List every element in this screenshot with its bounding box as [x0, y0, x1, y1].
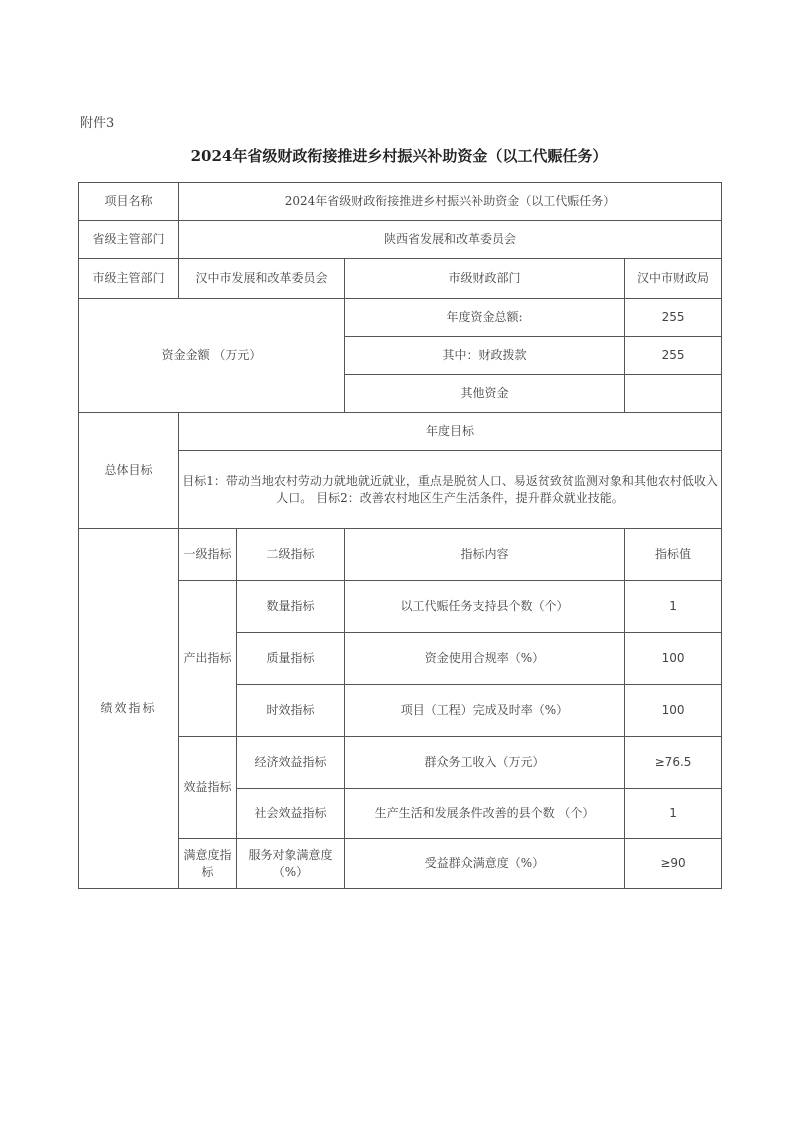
level2-header: 二级指标 — [237, 529, 345, 581]
level2-cell: 数量指标 — [237, 581, 345, 633]
page-title: 2024年省级财政衔接推进乡村振兴补助资金（以工代赈任务） — [190, 147, 608, 165]
annual-goal-label: 年度目标 — [179, 413, 722, 451]
content-cell: 群众务工收入（万元） — [345, 737, 625, 789]
other-funds-value — [625, 375, 722, 413]
content-cell: 生产生活和发展条件改善的县个数 （个） — [345, 789, 625, 839]
attachment-label: 附件3 — [80, 116, 115, 131]
table-row — [79, 221, 722, 259]
table-row — [79, 183, 722, 221]
funds-label: 资金金额 （万元） — [79, 299, 345, 413]
project-name-label: 项目名称 — [79, 183, 179, 221]
content-cell: 资金使用合规率（%） — [345, 633, 625, 685]
output-indicators-label: 产出指标 — [179, 581, 237, 737]
overall-goal-label: 总体目标 — [79, 413, 179, 529]
fiscal-allocation-value: 255 — [625, 337, 722, 375]
performance-target-table — [78, 182, 722, 889]
city-finance-label: 市级财政部门 — [345, 259, 625, 299]
city-dept-label: 市级主管部门 — [79, 259, 179, 299]
city-finance-value: 汉中市财政局 — [625, 259, 722, 299]
city-dept-value: 汉中市发展和改革委员会 — [179, 259, 345, 299]
value-cell: 100 — [625, 633, 722, 685]
performance-indicators-label: 绩效指标 — [79, 529, 179, 889]
other-funds-label: 其他资金 — [345, 375, 625, 413]
annual-total-value: 255 — [625, 299, 722, 337]
provincial-dept-value: 陕西省发展和改革委员会 — [179, 221, 722, 259]
level1-header: 一级指标 — [179, 529, 237, 581]
table-row — [79, 259, 722, 299]
value-cell: ≥76.5 — [625, 737, 722, 789]
value-header: 指标值 — [625, 529, 722, 581]
fiscal-allocation-label: 其中：财政拨款 — [345, 337, 625, 375]
content-cell: 以工代赈任务支持县个数（个） — [345, 581, 625, 633]
value-cell: 1 — [625, 581, 722, 633]
content-cell: 项目（工程）完成及时率（%） — [345, 685, 625, 737]
level2-cell: 经济效益指标 — [237, 737, 345, 789]
annual-goal-text: 目标1：带动当地农村劳动力就地就近就业，重点是脱贫人口、易返贫致贫监测对象和其他农村低收入人口。 目标2：改善农村地区生产生活条件，提升群众就业技能。 — [179, 451, 722, 529]
value-cell: ≥90 — [625, 839, 722, 889]
table-row — [79, 529, 722, 581]
level2-cell: 质量指标 — [237, 633, 345, 685]
level2-cell: 社会效益指标 — [237, 789, 345, 839]
value-cell: 100 — [625, 685, 722, 737]
provincial-dept-label: 省级主管部门 — [79, 221, 179, 259]
annual-total-label: 年度资金总额: — [345, 299, 625, 337]
value-cell: 1 — [625, 789, 722, 839]
satisfaction-indicators-label: 满意度指标 — [179, 839, 237, 889]
content-cell: 受益群众满意度（%） — [345, 839, 625, 889]
level2-cell: 时效指标 — [237, 685, 345, 737]
level2-cell: 服务对象满意度（%） — [237, 839, 345, 889]
project-name-value: 2024年省级财政衔接推进乡村振兴补助资金（以工代赈任务） — [179, 183, 722, 221]
table-row — [79, 299, 722, 337]
benefit-indicators-label: 效益指标 — [179, 737, 237, 839]
table-row — [79, 413, 722, 451]
content-header: 指标内容 — [345, 529, 625, 581]
